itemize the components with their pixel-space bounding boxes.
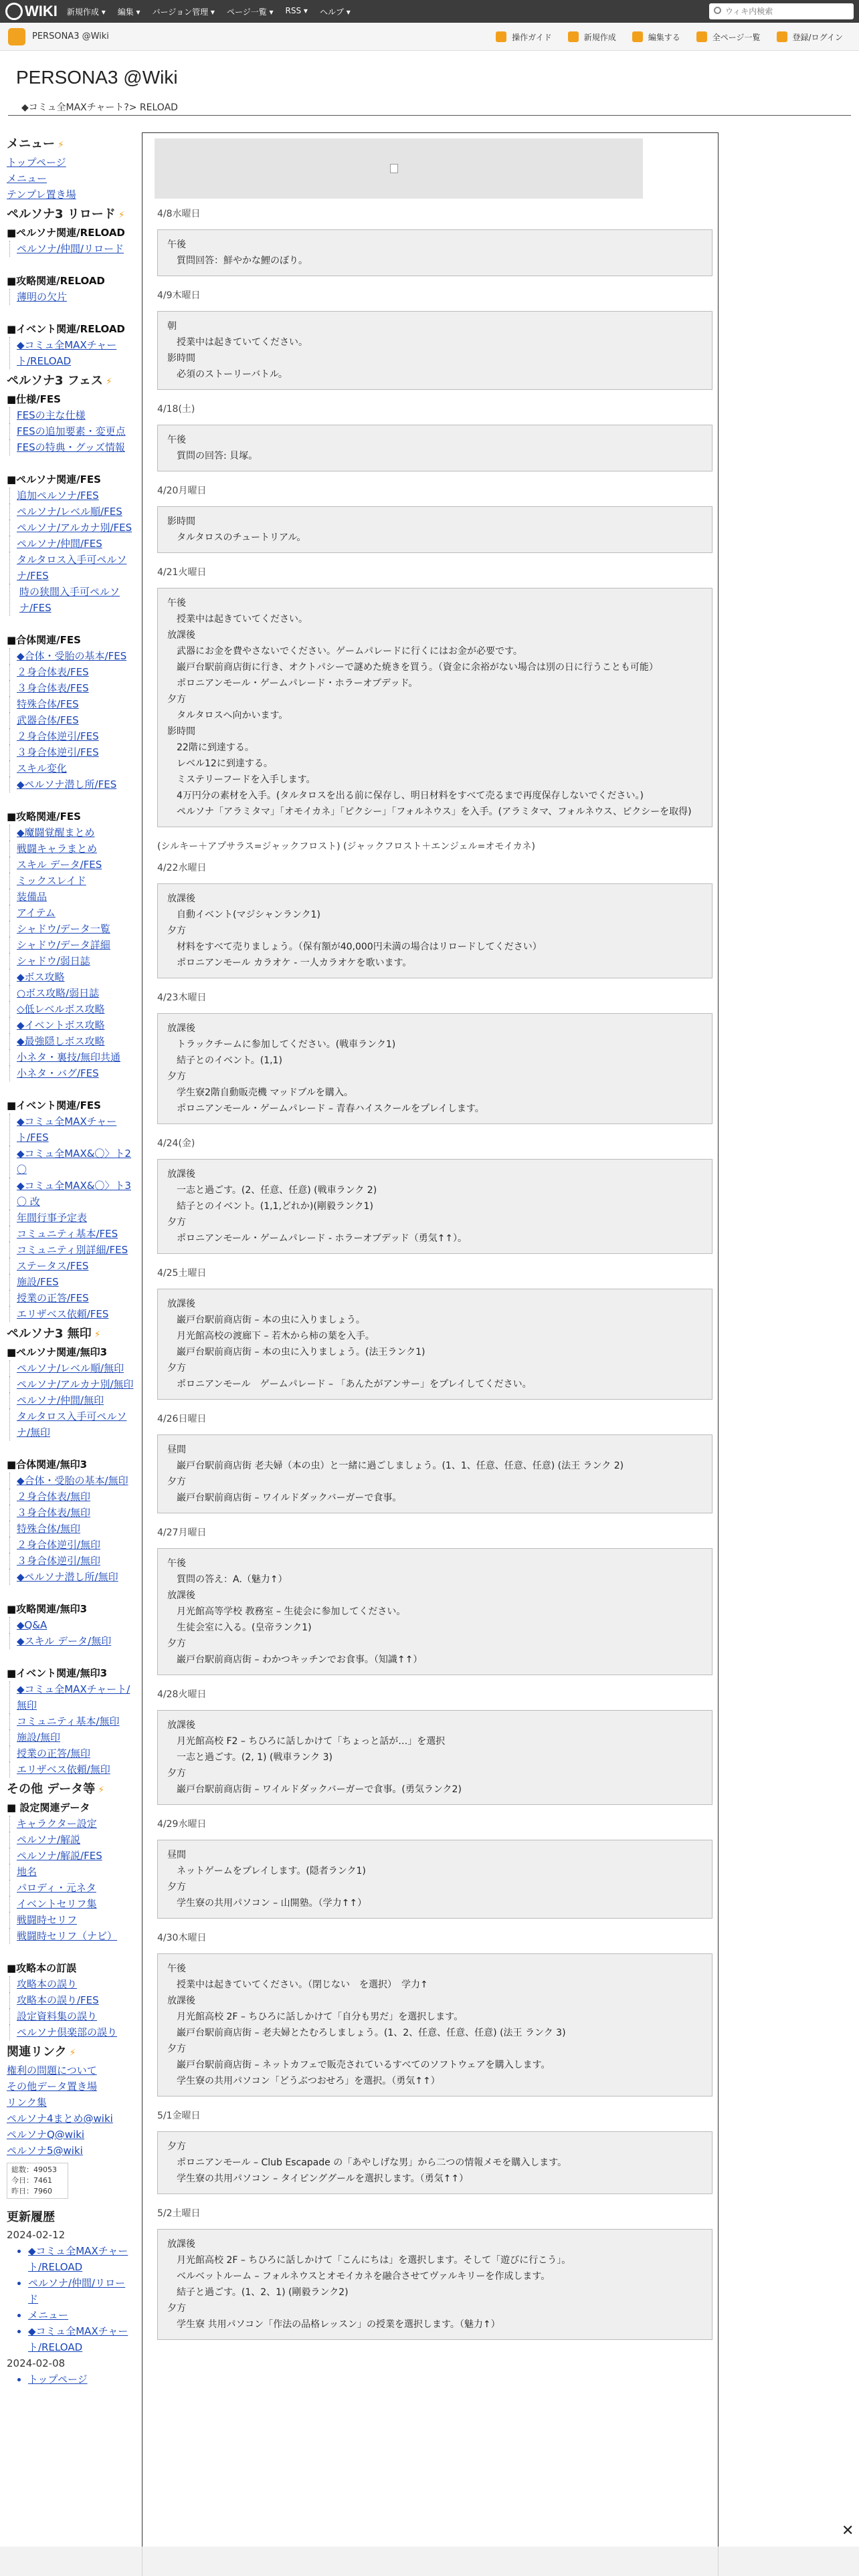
schedule-entry: 自動イベント(マジシャンランク1) [177,909,320,920]
sidebar-spacer [7,616,134,632]
schedule-entry: ポロニアンモール ゲームパレード – 「あんたがアンサー」をプレイしてください。 [177,1379,532,1390]
time-slot-label: 午後 [167,1558,186,1569]
sidebar-link[interactable]: FESの特典・グッズ情報 [9,439,134,455]
schedule-entry: 巌戸台駅前商店街に行き、オクトパシーで謎めた焼きを買う。（資金に余裕がない場合は別の日に行うことも可能） [177,662,658,673]
wiki-name[interactable]: PERSONA3 @Wiki [32,31,109,41]
time-slot-label: 影時間 [167,516,195,527]
schedule-entry: タルタロスへ向かいます。 [177,710,288,721]
edit-lightning-icon[interactable]: ⚡ [58,140,64,150]
sidebar-link[interactable]: ３身合体逆引/無印 [9,1553,134,1569]
sidebar-link[interactable]: ３身合体表/無印 [9,1505,134,1521]
search-input[interactable] [709,3,854,19]
time-slot-label: 放課後 [167,630,195,641]
day-heading: 4/25土曜日 [157,1268,207,1279]
schedule-entry: トラックチームに参加してください。(戦車ランク1) [177,1039,396,1050]
sidebar-link[interactable]: テンプレ置き場 [7,189,76,201]
sidebar-link[interactable]: 攻略本の誤り [9,1976,134,1992]
sidebar-link[interactable]: トップページ [7,156,66,169]
day-heading: 5/2土曜日 [157,2208,201,2219]
create-label: 新規作成 [583,32,616,42]
edit-lightning-icon[interactable]: ⚡ [105,377,112,387]
sidebar-section: ■合体関連/FES [7,634,81,646]
schedule-entry: 材料をすべて売りましょう。（保有額が40,000円未満の場合はリロードしてください） [177,942,542,952]
logo-text: WIKI [25,3,58,19]
schedule-entry: ポロニアンモール カラオケ - 一人カラオケを歌います。 [177,958,412,968]
time-slot-label: 夕方 [167,2141,186,2152]
close-icon[interactable]: ✕ [842,2523,854,2539]
schedule-entry: 授業中は起きていてください。（閉じない を選択） 学力↑ [177,1979,428,1990]
sidebar-link[interactable]: ２身合体逆引/無印 [9,1537,134,1553]
time-slot-label: 放課後 [167,1720,195,1731]
schedule-entry: 学生寮の共用パソコン – タイピンググールを選択します。（勇気↑↑） [177,2173,469,2184]
time-slot-label: 朝 [167,321,177,332]
time-slot-label: 夕方 [167,1882,186,1893]
time-slot-label: 午後 [167,1963,186,1974]
day-heading: 4/18(土) [157,404,195,415]
update-list [7,2371,134,2387]
sidebar-spacer [7,455,134,471]
schedule-entry: 学生寮の共用パソコン「どうぶつおせろ」を選択。（勇気↑↑） [177,2076,440,2086]
schedule-entry: 結子とのイベント。(1,1,どれか)(剛毅ランク1) [177,1201,373,1212]
sidebar-spacer [7,1440,134,1457]
time-slot-label: 夕方 [167,1638,186,1649]
sidebar-link[interactable]: ◆コミュ全MAXチャート/無印 [9,1681,134,1713]
sidebar-heading: ペルソナ3 リロード ⚡ [7,207,125,221]
sidebar-link[interactable]: ペルソナ5@wiki [7,2145,83,2157]
sidebar-link[interactable]: メニュー [7,173,47,185]
schedule-entry: 巌戸台駅前商店街 – ワイルドダックバーガーで食事。 [177,1493,402,1503]
guide-icon [496,31,506,42]
day-schedule-box [157,883,712,978]
sidebar-link[interactable]: リンク集 [7,2097,47,2109]
sidebar-section: ■イベント関連/FES [7,1099,101,1111]
update-link[interactable]: • トップページ [28,2371,134,2387]
sidebar-link[interactable]: タルタロス入手可ペルソナ/FES [9,552,134,584]
time-slot-label: 午後 [167,435,186,445]
time-slot-label: 夕方 [167,1768,186,1779]
update-date: 2024-02-08 [7,2357,66,2369]
time-slot-label: 夕方 [167,1071,186,1082]
sidebar-link[interactable]: ペルソナQ@wiki [7,2129,85,2141]
sidebar-section: ■攻略関連/RELOAD [7,275,105,287]
menu-new[interactable]: 新規作成 ▾ [66,7,106,17]
time-slot-label: 午後 [167,598,186,609]
sidebar-link[interactable]: ３身合体表/FES [9,680,134,696]
schedule-entry: 武器にお金を費やさないでください。ゲームパレードに行くにはお金が必要です。 [177,646,522,657]
broken-image-icon [390,164,398,173]
sidebar-link[interactable]: ◆ボス攻略 [9,969,134,985]
sidebar-link[interactable]: ２身合体表/FES [9,664,134,680]
user-icon [777,31,787,42]
sidebar-link[interactable]: ◆スキル データ/無印 [9,1633,134,1649]
schedule [149,207,718,2340]
sidebar-section: ■ペルソナ関連/無印3 [7,1346,108,1358]
schedule-entry: 一志と過ごす。(2、任意、任意) (戦車ランク 2) [177,1185,377,1196]
day-schedule-box [157,425,712,471]
document-icon [696,31,707,42]
sidebar-link[interactable]: ペルソナ4まとめ@wiki [7,2113,113,2125]
edit-lightning-icon[interactable]: ⚡ [94,1329,101,1340]
sidebar-link[interactable]: ◆ペルソナ潜し所/FES [9,776,134,792]
sidebar-link[interactable]: パロディ・元ネタ [9,1880,134,1896]
sidebar-section: ■ペルソナ関連/RELOAD [7,227,125,239]
sidebar-section: ■攻略本の訂誤 [7,1962,77,1974]
schedule-entry: 月光館高校の渡廊下 – 若木から柿の葉を入手。 [177,1331,375,1341]
sidebar-section: ■ペルソナ関連/FES [7,473,101,486]
bottom-overlay [0,2547,859,2576]
day-schedule-box [157,1840,712,1919]
sidebar-heading: ペルソナ3 無印 ⚡ [7,1327,101,1341]
sidebar-link[interactable]: ペルソナ/アルカナ別/無印 [9,1376,134,1392]
sidebar-link[interactable]: ◆合体・受胎の基本/FES [9,648,134,664]
sidebar-link[interactable]: ◆コミュ全MAXチャート/FES [9,1113,134,1146]
sidebar-link[interactable]: 装備品 [9,889,134,905]
sidebar-link[interactable]: ステータス/FES [9,1258,134,1274]
sidebar-link[interactable]: ◆コミュ全MAXチャート/RELOAD [9,337,134,369]
sidebar-link[interactable]: コミュニティ基本/FES [9,1226,134,1242]
sidebar-link[interactable]: 時の狭間入手可ペルソナ/FES [9,584,134,616]
day-heading: 4/26日曜日 [157,1414,207,1424]
wiki-icon [8,28,25,45]
day-heading: 4/9木曜日 [157,290,201,301]
day-schedule-box [157,1710,712,1805]
time-slot-label: 昼間 [167,1850,186,1860]
time-slot-label: 影時間 [167,726,195,737]
sidebar-link[interactable]: ミックスレイド [9,873,134,889]
sidebar-link[interactable]: ペルソナ/解説/FES [9,1848,134,1864]
time-slot-label: 夕方 [167,694,186,705]
sidebar-link[interactable]: 権利の問題について [7,2064,97,2076]
sidebar-link[interactable]: ◆コミュ全MAX&〇〉ト2〇 [9,1146,134,1178]
schedule-entry: 結子と過ごす。(1、2、1) (剛毅ランク2) [177,2287,349,2298]
day-heading: 4/23木曜日 [157,992,207,1003]
day-schedule-box [157,588,712,827]
schedule-entry: 月光館高校 2F – ちひろに話しかけて「自分も男だ」を選択します。 [177,2012,464,2022]
sidebar-link[interactable]: アイテム [9,905,134,921]
day-heading: 4/24(金) [157,1138,195,1149]
sidebar-link[interactable]: ペルソナ/解説 [9,1832,134,1848]
day-schedule-box [157,1289,712,1400]
search-icon [714,7,721,14]
counter-line: 今日：7461 [11,2176,52,2185]
sidebar-link[interactable]: 小ネタ・バグ/FES [9,1065,134,1081]
edit-label: 編集する [648,32,680,42]
day-schedule-box [157,1159,712,1254]
schedule-entry: 巌戸台駅前商店街 – 本の虫に入りましょう。(法王ランク1) [177,1347,425,1358]
sidebar-link[interactable]: ◆魔闘覚醒まとめ [9,825,134,841]
schedule-entry: ミステリーフードを入手します。 [177,774,316,785]
update-link[interactable]: • ◆コミュ全MAXチャート/RELOAD [28,2243,134,2275]
schedule-entry: 質問の答え：A.（魅力↑） [177,1574,288,1585]
sidebar-link[interactable]: 戦闘キャラまとめ [9,841,134,857]
schedule-entry: 22階に到達する。 [177,742,254,753]
guide-button[interactable] [496,31,552,43]
sidebar-link[interactable]: ○ボス攻略/弱日誌 [9,985,134,1001]
sidebar-link[interactable]: 地名 [9,1864,134,1880]
sidebar-link[interactable]: FESの主な仕様 [9,407,134,423]
access-counter [7,2163,68,2199]
sidebar-heading: その他 データ等 ⚡ [7,1782,105,1796]
schedule-entry: 結子とのイベント。(1,1) [177,1055,282,1066]
sidebar-link[interactable]: 特殊合体/無印 [9,1521,134,1537]
sidebar-link[interactable]: キャラクター設定 [9,1816,134,1832]
atwiki-logo[interactable] [5,3,58,20]
sidebar-section: ■イベント関連/無印3 [7,1667,108,1679]
schedule-entry: 巌戸台駅前商店街 老夫婦（本の虫）と一緒に過ごしましょう。(1、1、任意、任意、任意) (法王 ランク 2) [177,1461,624,1471]
menu-rss[interactable]: RSS ▾ [285,5,308,15]
menu-version[interactable]: バージョン管理 ▾ [152,7,215,17]
schedule-entry: ポロニアンモール・ゲームパレード – 青春ハイスクールをプレイします。 [177,1103,484,1114]
sidebar-link[interactable]: ◆最強隠しボス攻略 [9,1033,134,1049]
sidebar-link[interactable]: ペルソナ/仲間/FES [9,536,134,552]
divider [8,115,851,116]
edit-lightning-icon[interactable]: ⚡ [118,210,125,221]
edit-lightning-icon[interactable]: ⚡ [98,1785,105,1796]
sidebar-section: ■仕様/FES [7,393,61,405]
day-heading: 4/28火曜日 [157,1689,207,1700]
updates-heading: 更新履歴 [7,2210,55,2224]
time-slot-label: 夕方 [167,1217,186,1228]
sidebar-link[interactable]: ◆イベントボス攻略 [9,1017,134,1033]
day-schedule-box [157,2131,712,2194]
schedule-entry: 巌戸台駅前商店街 – 老夫婦とたむろしましょう。(1、2、任意、任意、任意) (法王 ランク 3) [177,2028,566,2038]
time-slot-label: 放課後 [167,893,195,904]
schedule-entry: 生徒会室に入る。(皇帝ランク1) [177,1622,312,1633]
day-schedule-box [157,1013,712,1124]
schedule-entry: 授業中は起きていてください。 [177,614,308,625]
time-slot-label: 放課後 [167,2239,195,2250]
sidebar-link[interactable]: ◆ペルソナ潜し所/無印 [9,1569,134,1585]
sidebar-link[interactable]: 設定資料集の誤り [9,2008,134,2024]
sidebar-spacer [7,257,134,273]
sidebar-link[interactable]: シャドウ/データ詳細 [9,937,134,953]
day-schedule-box [157,1953,712,2097]
sidebar-link[interactable]: ◇低レベルボス攻略 [9,1001,134,1017]
schedule-entry: 必須のストーリーバトル。 [177,369,288,380]
day-heading: 4/22水曜日 [157,863,207,873]
day-heading: 4/8水曜日 [157,209,201,219]
all-pages-button[interactable] [696,31,761,43]
schedule-entry: ポロニアンモール – Club Escapade の「あやしげな男」から二つの情報メモを購入します。 [177,2157,567,2168]
sidebar-link[interactable]: 年間行事予定表 [9,1210,134,1226]
sidebar-link[interactable]: タルタロス入手可ペルソナ/無印 [9,1408,134,1440]
sidebar-link[interactable]: ペルソナ/レベル順/FES [9,504,134,520]
sidebar-spacer [7,1585,134,1601]
sidebar-link[interactable]: ペルソナ/仲間/リロード [9,241,134,257]
wiki-tools [496,23,859,51]
sidebar-link[interactable]: 武器合体/FES [9,712,134,728]
sidebar-heading: メニュー ⚡ [7,137,64,151]
sidebar-link[interactable]: コミュニティ別詳細/FES [9,1242,134,1258]
schedule-entry: ネットゲームをプレイします。(隠者ランク1) [177,1866,366,1876]
sidebar-link[interactable]: 戦闘時セリフ（ナビ） [9,1928,134,1944]
counter-line: 昨日：7960 [11,2187,52,2195]
time-slot-label: 午後 [167,239,186,250]
day-heading: 4/30木曜日 [157,1933,207,1943]
sidebar-link[interactable]: 授業の正答/FES [9,1290,134,1306]
time-slot-label: 夕方 [167,2044,186,2054]
day-heading: 4/29水曜日 [157,1819,207,1830]
counter-line: 総数：49053 [11,2165,57,2174]
schedule-entry: 巌戸台駅前商店街 – わかつキッチンでお食事。（知識↑↑） [177,1654,423,1665]
day-schedule-box [157,2229,712,2340]
schedule-entry: ベルベットルーム – フォルネウスとオモイカネを融合させてヴァルキリーを作成します。 [177,2271,551,2282]
day-schedule-box [157,1548,712,1675]
breadcrumb[interactable]: ◆コミュ全MAXチャート?> RELOAD [21,102,178,113]
sidebar-link[interactable]: 攻略本の誤り/FES [9,1992,134,2008]
sidebar-link[interactable]: 戦闘時セリフ [9,1912,134,1928]
all-pages-label: 全ページ一覧 [712,32,761,42]
sidebar-link[interactable]: ペルソナ倶楽部の誤り [9,2024,134,2040]
sidebar-section: ■イベント関連/RELOAD [7,323,125,335]
sidebar-link[interactable]: ◆コミュ全MAX&〇〉ト3〇 改 [9,1178,134,1210]
create-button[interactable] [568,31,616,43]
image-placeholder [155,138,643,199]
sidebar-spacer [7,305,134,321]
time-slot-label: 放課後 [167,1023,195,1034]
top-menu [67,6,363,17]
sidebar [7,132,134,2387]
time-slot-label: 放課後 [167,1590,195,1601]
day-heading: 5/1金曜日 [157,2111,201,2121]
sidebar-link[interactable]: ◆合体・受胎の基本/無印 [9,1473,134,1489]
sidebar-link[interactable]: 施設/無印 [9,1729,134,1745]
day-heading: 4/27月曜日 [157,1527,207,1538]
time-slot-label: 放課後 [167,1169,195,1180]
sidebar-link[interactable]: 施設/FES [9,1274,134,1290]
time-slot-label: 夕方 [167,1363,186,1374]
page-title: PERSONA3 @Wiki [16,67,178,88]
schedule-entry: 学生寮 共用パソコン「作法の品格レッスン」の授業を選択します。（魅力↑） [177,2319,500,2330]
schedule-entry: 巌戸台駅前商店街 – 本の虫に入りましょう。 [177,1315,365,1325]
update-list [7,2243,134,2355]
schedule-entry: ポロニアンモール・ゲームパレード - ホラーオブデッド（勇気↑↑）。 [177,1233,468,1244]
guide-label: 操作ガイド [512,32,552,42]
time-slot-label: 夕方 [167,1477,186,1487]
sidebar-spacer [7,1649,134,1665]
schedule-entry: 学生寮の共用パソコン – 山開塾。（学力↑↑） [177,1898,367,1909]
sidebar-link[interactable]: コミュニティ基本/無印 [9,1713,134,1729]
sidebar-section: ■攻略関連/FES [7,811,81,823]
schedule-entry: 巌戸台駅前商店街 – ワイルドダックバーガーで食事。(勇気ランク2) [177,1784,462,1795]
sidebar-spacer [7,1944,134,1960]
sidebar-link[interactable]: ３身合体逆引/FES [9,744,134,760]
schedule-entry: 4万円分の素材を入手。(タルタロスを出る前に保存し、明日材料をすべて売るまで再度保存しないでください。) [177,790,644,801]
schedule-entry: ペルソナ「アラミタマ」「オモイカネ」「ピクシー」「フォルネウス」を入手。(アラミタマ、フォルネウス、ピクシーを取得) [177,807,692,817]
sidebar-section: ■ 設定関連データ [7,1802,90,1814]
update-date: 2024-02-12 [7,2229,66,2241]
sidebar-link[interactable]: イベントセリフ集 [9,1896,134,1912]
schedule-entry: レベル12に到達する。 [177,758,273,769]
sidebar-link[interactable]: エリザベス依頼/FES [9,1306,134,1322]
sidebar-link[interactable]: スキル変化 [9,760,134,776]
sidebar-link[interactable]: 小ネタ・裏技/無印共通 [9,1049,134,1065]
menu-edit[interactable]: 編集 ▾ [117,7,140,17]
schedule-entry: ポロニアンモール・ゲームパレード・ホラーオブデッド。 [177,678,418,689]
sidebar-section: ■合体関連/無印3 [7,1459,88,1471]
sidebar-link[interactable]: シャドウ/データ一覧 [9,921,134,937]
sidebar-link[interactable]: スキル データ/FES [9,857,134,873]
edit-button[interactable] [632,31,680,43]
time-slot-label: 放課後 [167,1299,195,1309]
sidebar-link[interactable]: FESの追加要素・変更点 [9,423,134,439]
top-navigation-bar [0,0,859,23]
sidebar-heading: ペルソナ3 フェス ⚡ [7,374,112,388]
schedule-entry: タルタロスのチュートリアル。 [177,532,306,543]
schedule-entry: 質問回答：鮮やかな鯉のぼり。 [177,255,308,266]
menu-pages[interactable]: ページ一覧 ▾ [226,7,274,17]
sidebar-link[interactable]: ◆Q&A [9,1617,134,1633]
at-logo-icon [5,3,23,20]
update-link[interactable]: • ◆コミュ全MAXチャート/RELOAD [28,2323,134,2355]
update-link[interactable]: • ペルソナ/仲間/リロード [28,2275,134,2307]
schedule-entry: 授業中は起きていてください。 [177,337,308,348]
fusion-note: (シルキー＋アプサラス=ジャックフロスト) (ジャックフロスト＋エンジェル=オモイカネ) [157,841,535,852]
sidebar-link[interactable]: ２身合体逆引/FES [9,728,134,744]
time-slot-label: 影時間 [167,353,195,364]
day-heading: 4/21火曜日 [157,567,207,578]
day-schedule-box [157,311,712,390]
sidebar-link[interactable]: ２身合体表/無印 [9,1489,134,1505]
sidebar-link[interactable]: ペルソナ/アルカナ別/FES [9,520,134,536]
sidebar-link[interactable]: エリザベス依頼/無印 [9,1761,134,1778]
sidebar-link[interactable]: 授業の正答/無印 [9,1745,134,1761]
sidebar-link[interactable]: ペルソナ/仲間/無印 [9,1392,134,1408]
schedule-entry: 巌戸台駅前商店街 – ネットカフェで販売されているすべてのソフトウェアを購入します。 [177,2060,551,2070]
time-slot-label: 夕方 [167,926,186,936]
sidebar-link[interactable]: 薄明の欠片 [9,289,134,305]
edit-lightning-icon[interactable]: ⚡ [69,2048,76,2058]
pencil-icon [632,31,643,42]
wiki-header [0,23,859,51]
sidebar-spacer [7,792,134,809]
day-heading: 4/20月曜日 [157,486,207,496]
login-label: 登録/ログイン [792,32,843,42]
day-schedule-box [157,1434,712,1513]
sidebar-link[interactable]: その他データ置き場 [7,2080,98,2092]
time-slot-label: 放課後 [167,1996,195,2006]
time-slot-label: 昼間 [167,1444,186,1455]
schedule-entry: 月光館高校 2F – ちひろに話しかけて「こんにちは」を選択します。そして「遊びに行こう」。 [177,2255,571,2266]
day-schedule-box [157,506,712,553]
update-link[interactable]: • メニュー [28,2307,134,2323]
schedule-entry: 月光館高等学校 教務室 – 生徒会に参加してください。 [177,1606,406,1617]
sidebar-link[interactable]: 追加ペルソナ/FES [9,488,134,504]
schedule-entry: 月光館高校 F2 – ちひろに話しかけて「ちょっと話が…」を選択 [177,1736,446,1747]
sidebar-section: ■攻略関連/無印3 [7,1603,88,1615]
main-content [142,132,719,2576]
schedule-entry: 質問の回答: 貝塚。 [177,451,258,461]
plus-icon [568,31,579,42]
sidebar-link[interactable]: シャドウ/弱日誌 [9,953,134,969]
sidebar-heading: 関連リンク ⚡ [7,2045,76,2059]
login-button[interactable] [777,31,843,43]
sidebar-link[interactable]: 特殊合体/FES [9,696,134,712]
schedule-entry: 一志と過ごす。(2, 1) (戦車ランク 3) [177,1752,332,1763]
time-slot-label: 夕方 [167,2303,186,2314]
day-schedule-box [157,229,712,276]
menu-help[interactable]: ヘルプ ▾ [319,7,351,17]
schedule-entry: 学生寮2階自動販売機 マッドブルを購入。 [177,1087,353,1098]
sidebar-spacer [7,1081,134,1097]
sidebar-link[interactable]: ペルソナ/レベル順/無印 [9,1360,134,1376]
